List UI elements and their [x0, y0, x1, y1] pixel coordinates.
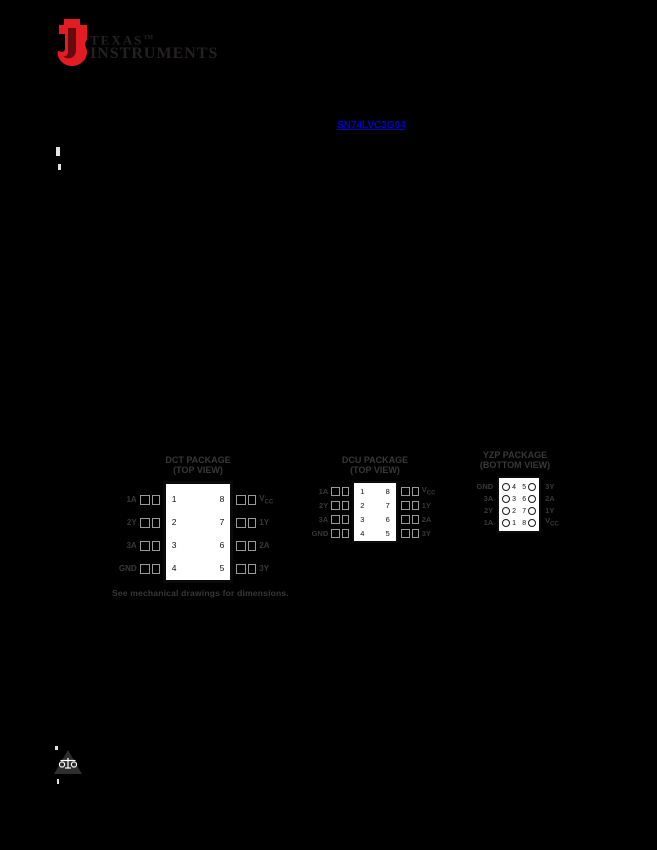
right-pin-leads: [398, 484, 422, 540]
package-view: (BOTTOM VIEW): [479, 460, 551, 470]
ball-number: 1: [512, 519, 517, 527]
pin-lead-icon: [328, 498, 352, 512]
pin-number: 3: [171, 539, 177, 550]
pin-number: 7: [385, 500, 390, 510]
ball-group: [522, 483, 536, 491]
pin-lead-icon: [328, 484, 352, 498]
pin-lead-icon: [233, 511, 259, 534]
pin-label: 1Y: [259, 518, 270, 527]
package-diagram-yzp: [450, 450, 580, 533]
ic-body: [352, 481, 398, 543]
pin-lead-icon: [328, 512, 352, 526]
pin-label: 1A: [483, 517, 494, 527]
pin-numbers-row: [166, 487, 231, 510]
pin-number: 8: [385, 486, 390, 496]
pin-numbers-row: [354, 484, 396, 498]
ball-icon: [502, 483, 510, 491]
ball-row: [541, 516, 563, 528]
pin-lead-icon: [398, 512, 422, 526]
artifact-mark: [57, 779, 59, 784]
mechanical-note: See mechanical drawings for dimensions.: [112, 588, 289, 598]
pin-label: 3A: [318, 514, 329, 524]
pin-row: [259, 488, 288, 511]
right-pin-labels: [422, 484, 444, 540]
ball-icon: [502, 495, 510, 503]
ball-icon: [528, 495, 536, 503]
package-view: (TOP VIEW): [173, 465, 223, 475]
pin-numbers-row: [354, 512, 396, 526]
pin-row: [306, 498, 328, 512]
pin-label: 2Y: [126, 518, 137, 527]
pin-label: 3Y: [421, 528, 431, 538]
pin-row: [108, 534, 137, 557]
pin-label: 1Y: [545, 505, 555, 515]
pin-number: 4: [360, 528, 365, 538]
pin-number: 7: [219, 516, 225, 527]
ball-row: [467, 480, 497, 492]
ball-row: [541, 480, 563, 492]
pin-row: [259, 557, 288, 580]
pin-row: [422, 484, 444, 498]
artifact-mark: [58, 164, 61, 170]
package-title: YZP PACKAGE: [482, 450, 548, 460]
logo-instruments: INSTRUMENTS: [90, 45, 219, 63]
pin-lead-icon: [233, 557, 259, 580]
ball-number: 7: [522, 507, 527, 515]
ball-numbers-row: [499, 481, 539, 493]
ball-numbers-row: [499, 493, 539, 505]
left-ball-labels: [467, 480, 497, 528]
pin-diagram: [306, 481, 444, 543]
pin-row: [306, 484, 328, 498]
pin-row: [422, 526, 444, 540]
pin-label: 1A: [318, 486, 329, 496]
ti-logo: [57, 19, 218, 66]
pin-label: 1A: [126, 495, 137, 504]
pin-lead-icon: [137, 488, 163, 511]
pin-lead-icon: [137, 511, 163, 534]
ball-icon: [528, 519, 536, 527]
pin-label: GND: [118, 564, 137, 573]
ball-numbers-row: [499, 517, 539, 529]
pin-label: GND: [311, 528, 329, 538]
ic-body: [497, 476, 541, 533]
package-view: (TOP VIEW): [350, 465, 400, 475]
left-pin-leads: [137, 488, 163, 580]
ball-row: [541, 492, 563, 504]
ball-number: 5: [522, 483, 527, 491]
pin-row: [422, 512, 444, 526]
important-notice-icon: [54, 750, 82, 779]
pin-lead-icon: [398, 526, 422, 540]
ball-icon: [528, 483, 536, 491]
pin-number: 6: [219, 539, 225, 550]
pin-number: 2: [360, 500, 365, 510]
pin-lead-icon: [398, 498, 422, 512]
pin-lead-icon: [233, 534, 259, 557]
right-pin-leads: [233, 488, 259, 580]
pin-label: $V_{CC}$: [545, 516, 559, 528]
pin-row: [259, 534, 288, 557]
ball-diagram: [450, 476, 580, 533]
ball-group: [502, 519, 516, 527]
pin-number: 1: [171, 493, 177, 504]
pin-label: 3A: [483, 493, 494, 503]
logo-texas: TEXAS™: [90, 32, 154, 48]
pin-row: [306, 512, 328, 526]
right-pin-labels: [259, 488, 288, 580]
pin-number: 5: [219, 562, 225, 573]
ball-group: [522, 519, 536, 527]
artifact-mark: [56, 147, 60, 156]
ball-group: [522, 495, 536, 503]
pin-label: 3A: [126, 541, 137, 550]
pin-number: 8: [219, 493, 225, 504]
ic-body: [163, 481, 234, 583]
ball-number: 8: [522, 519, 527, 527]
left-pin-labels: [108, 488, 137, 580]
pin-number: 5: [385, 528, 390, 538]
pin-label: 2A: [259, 541, 270, 550]
ball-row: [467, 516, 497, 528]
left-pin-leads: [328, 484, 352, 540]
ball-group: [502, 507, 516, 515]
pin-numbers-row: [166, 510, 231, 533]
pin-numbers-row: [166, 556, 231, 579]
ti-logo-icon: [57, 19, 87, 66]
part-number-link[interactable]: SN74LVC3G04: [337, 120, 406, 131]
pin-lead-icon: [137, 534, 163, 557]
pin-label: 2A: [421, 514, 432, 524]
pin-row: [259, 511, 288, 534]
pin-number: 6: [385, 514, 390, 524]
ball-group: [502, 483, 516, 491]
ball-icon: [528, 507, 536, 515]
pin-lead-icon: [398, 484, 422, 498]
pin-number: 1: [360, 486, 365, 496]
ball-icon: [502, 507, 510, 515]
ball-group: [502, 495, 516, 503]
package-diagram-dct: [108, 455, 288, 583]
ball-number: 2: [512, 507, 517, 515]
pin-label: $V_{CC}$: [421, 485, 436, 497]
ball-numbers-row: [499, 505, 539, 517]
pin-label: GND: [476, 481, 494, 491]
pin-label: 2A: [545, 493, 555, 503]
pin-number: 3: [360, 514, 365, 524]
pin-label: 2Y: [319, 500, 329, 510]
ball-icon: [502, 519, 510, 527]
pin-lead-icon: [328, 526, 352, 540]
left-pin-labels: [306, 484, 328, 540]
pin-lead-icon: [233, 488, 259, 511]
pin-label: $V_{CC}$: [259, 493, 274, 506]
trademark-symbol: TM: [143, 35, 154, 41]
pin-row: [108, 511, 137, 534]
pin-number: 4: [171, 562, 177, 573]
ball-number: 3: [512, 495, 517, 503]
pin-row: [306, 526, 328, 540]
pin-number: 2: [171, 516, 177, 527]
pin-label: 3Y: [545, 481, 555, 491]
pin-label: 3Y: [259, 564, 270, 573]
pin-label: 2Y: [483, 505, 494, 515]
ball-row: [541, 504, 563, 516]
pin-row: [108, 557, 137, 580]
ball-group: [522, 507, 536, 515]
package-title: DCT PACKAGE: [165, 455, 231, 465]
package-diagram-dcu: [306, 455, 444, 543]
ball-number: 6: [522, 495, 527, 503]
pin-diagram: [108, 481, 288, 583]
right-ball-labels: [541, 480, 563, 528]
package-title: DCU PACKAGE: [341, 455, 409, 465]
pin-label: 1Y: [421, 500, 431, 510]
ball-row: [467, 492, 497, 504]
pin-numbers-row: [166, 533, 231, 556]
pin-numbers-row: [354, 498, 396, 512]
pin-numbers-row: [354, 526, 396, 540]
pin-row: [108, 488, 137, 511]
ball-number: 4: [512, 483, 517, 491]
pin-lead-icon: [137, 557, 163, 580]
ball-row: [467, 504, 497, 516]
pin-row: [422, 498, 444, 512]
